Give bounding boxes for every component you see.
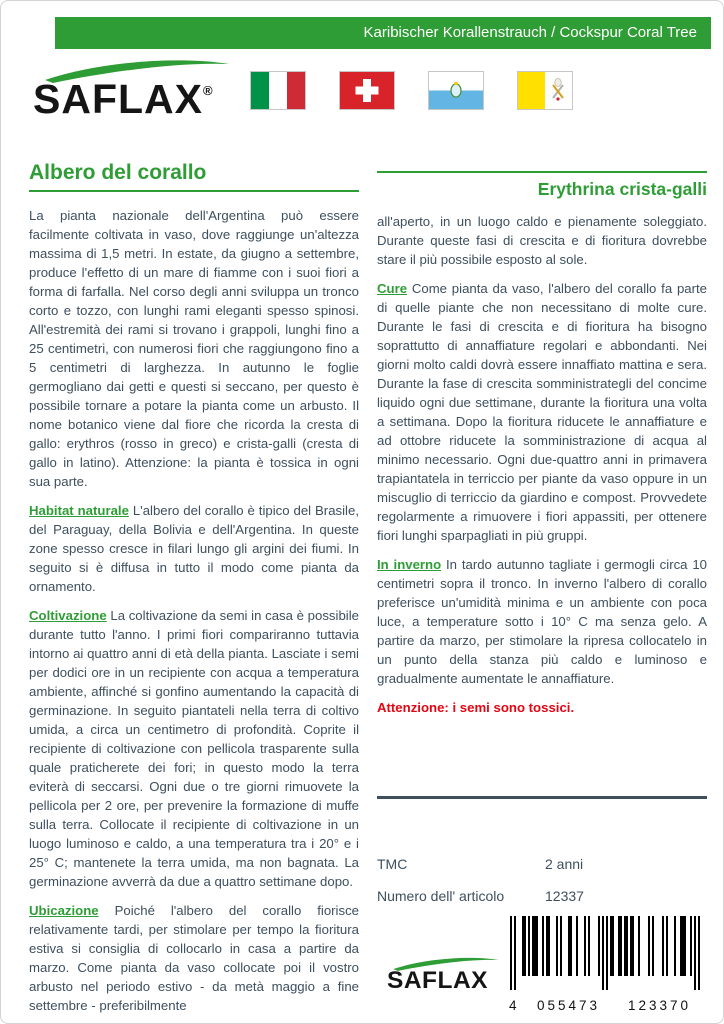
flags-row: [250, 71, 573, 110]
section-heading: Ubicazione: [29, 903, 99, 918]
right-column: [377, 125, 707, 1015]
flag-switzerland-icon: [339, 71, 395, 110]
page-title: Albero del corallo: [29, 161, 207, 184]
section-coltivazione: [29, 606, 359, 891]
section-text: In tardo autunno tagliate i germogli circa 10 centimetri sopra il tronco. In inverno l'albero di corallo preferisce un'umidità minima e un ambiente con poca luce, a temperature sotto i 10° C ma senza gelo. A partire da marzo, per stimolare la ripresa collocatelo in un punto della stanza più caldo e luminoso e gradualmente aumentate le annaffiature.: [377, 557, 707, 686]
section-text: L'albero del corallo è tipico del Brasile, del Paraguay, della Bolivia e dell'Argentina. In queste zone spesso cresce in filari lungo gli argini dei fiumi. In seguito si è diffusa in tutto il modo come pianta da ornamento.: [29, 503, 359, 594]
logo-wordmark: SAFLAX: [387, 966, 488, 994]
info-value-article: 12337: [545, 888, 584, 904]
info-table: [377, 855, 707, 906]
section-habitat: [29, 501, 359, 596]
logo-wordmark: SAFLAX®: [33, 76, 214, 122]
section-heading: In inverno: [377, 557, 442, 572]
flag-san-marino-icon: [428, 71, 484, 110]
content: [1, 125, 723, 1015]
intro-paragraph: La pianta nazionale dell'Argentina può essere facilmente coltivata in vaso, dove raggiunge un'altezza massima di 1,5 metri. In estate, da giugno a settembre, produce l'effetto di un mare di fiamme con i suoi fiori a forma di farfalla. Nel corso degli anni sviluppa un tronco corto e tozzo, con lunghi rami eleganti spesso spinosi. All'estremità dei rami si trovano i grappoli, lunghi fino a 25 centimetri, con numerosi fiori che raggiungono fino a 5 centimetri di larghezza. In autunno le foglie germogliano dai getti e questi si seccano, per questo è possibile tornare a potare la pianta come un arbusto. Il nome botanico viene dal fiore che ricorda la cresta di gallo: erythros (rosso in greco) e crista-galli (cresta di gallo in latino). Attenzione: la pianta è tossica in ogni sua parte.: [29, 208, 359, 489]
flag-italy-icon: [250, 71, 306, 110]
section-heading: Habitat naturale: [29, 503, 129, 518]
section-text: La coltivazione da semi in casa è possibile durante tutto l'anno. I primi fiori compariranno tuttavia intorno ai quattro anni di età della pianta. Lasciate i semi per dodici ore in un recipiente con acqua a temperatura ambiente, affinché si gonfino aumentando la capacità di germinazione. In seguito piantateli nella terra di coltivo umida, a circa un centimetro di profondità. Coprite il recipiente di coltivazione con pellicola trasparente sulla quale praticherete dei fori; in questo modo la terra eviterà di seccarsi. Ogni due o tre giorni rimuovete la pellicola per 2 ore, per prevenire la formazione di muffe sulla terra. Collocate il recipiente di coltivazione in un luogo luminoso e caldo, a una temperatura tra i 20° e i 25° C; mantenete la terra umida, ma non bagnata. La germinazione avverrà da due a quattro settimane dopo.: [29, 608, 359, 889]
botanical-name-rule: [377, 171, 707, 173]
section-text: Poiché l'albero del corallo fiorisce relativamente tardi, per stimolare per tempo la fioritura estiva si consiglia di collocarlo in casa a partire da marzo. Come pianta da vaso collocate poi il vostro arbusto nel periodo estivo - da metà maggio a fine settembre - preferibilmente: [29, 903, 359, 1013]
saflax-logo: [33, 59, 238, 120]
bottom-block: [377, 796, 707, 1015]
left-column: [29, 125, 359, 1015]
section-cure: [377, 279, 707, 545]
flag-vatican-icon: [517, 71, 573, 110]
barcode-digits: 4 055473 123370: [509, 998, 692, 1013]
registered-mark: ®: [203, 83, 214, 98]
section-text: Come pianta da vaso, l'albero del corallo fa parte di quelle piante che non necessitano di molte cure. Durante le fasi di crescita e di fioritura ha bisogno soprattutto di annaffiature regolari e abbondanti. Nei giorni molto caldi dovrà essere innaffiato mattina e sera. Durante la fase di crescita somministrategli del concime liquido ogni due settimane, durante la fioritura una volta a settimana. Dopo la fioritura riducete le annaffiature e ad ottobre riducete la somministrazione di acqua al minimo necessario. Ogni due-quattro anni in primavera trapiantatela in terriccio per piante da vaso oppure in un miscuglio di terriccio da giardino e compost. Provvedete regolarmente a rimuovere i fiori appassiti, per ottenere fiori lunghi sparpagliati in più gruppi.: [377, 281, 707, 543]
barcode-bars-icon: [509, 916, 701, 990]
separator-rule: [377, 796, 707, 799]
botanical-name: Erythrina crista-galli: [537, 179, 707, 199]
toxicity-warning: Attenzione: i semi sono tossici.: [377, 700, 575, 715]
brand-row: [377, 916, 707, 1015]
barcode: [507, 916, 707, 1015]
section-heading: Coltivazione: [29, 608, 107, 623]
info-label-article: Numero dell' articolo: [377, 888, 505, 904]
saflax-logo-small: [387, 957, 505, 994]
header: [33, 59, 723, 123]
section-heading: Cure: [377, 281, 408, 296]
info-value-tmc: 2 anni: [545, 856, 584, 872]
section-ubicazione: [29, 901, 359, 1015]
top-bar: [55, 17, 711, 49]
section-inverno: [377, 555, 707, 688]
continuation-paragraph: all'aperto, in un luogo caldo e pienamente soleggiato. Durante queste fasi di crescita e di fioritura dovrebbe stare il più possibile esposto al sole.: [377, 214, 707, 267]
info-label-tmc: TMC: [377, 856, 408, 872]
title-rule: [29, 190, 359, 192]
top-bar-title: Karibischer Korallenstrauch / Cockspur Coral Tree: [363, 24, 697, 41]
